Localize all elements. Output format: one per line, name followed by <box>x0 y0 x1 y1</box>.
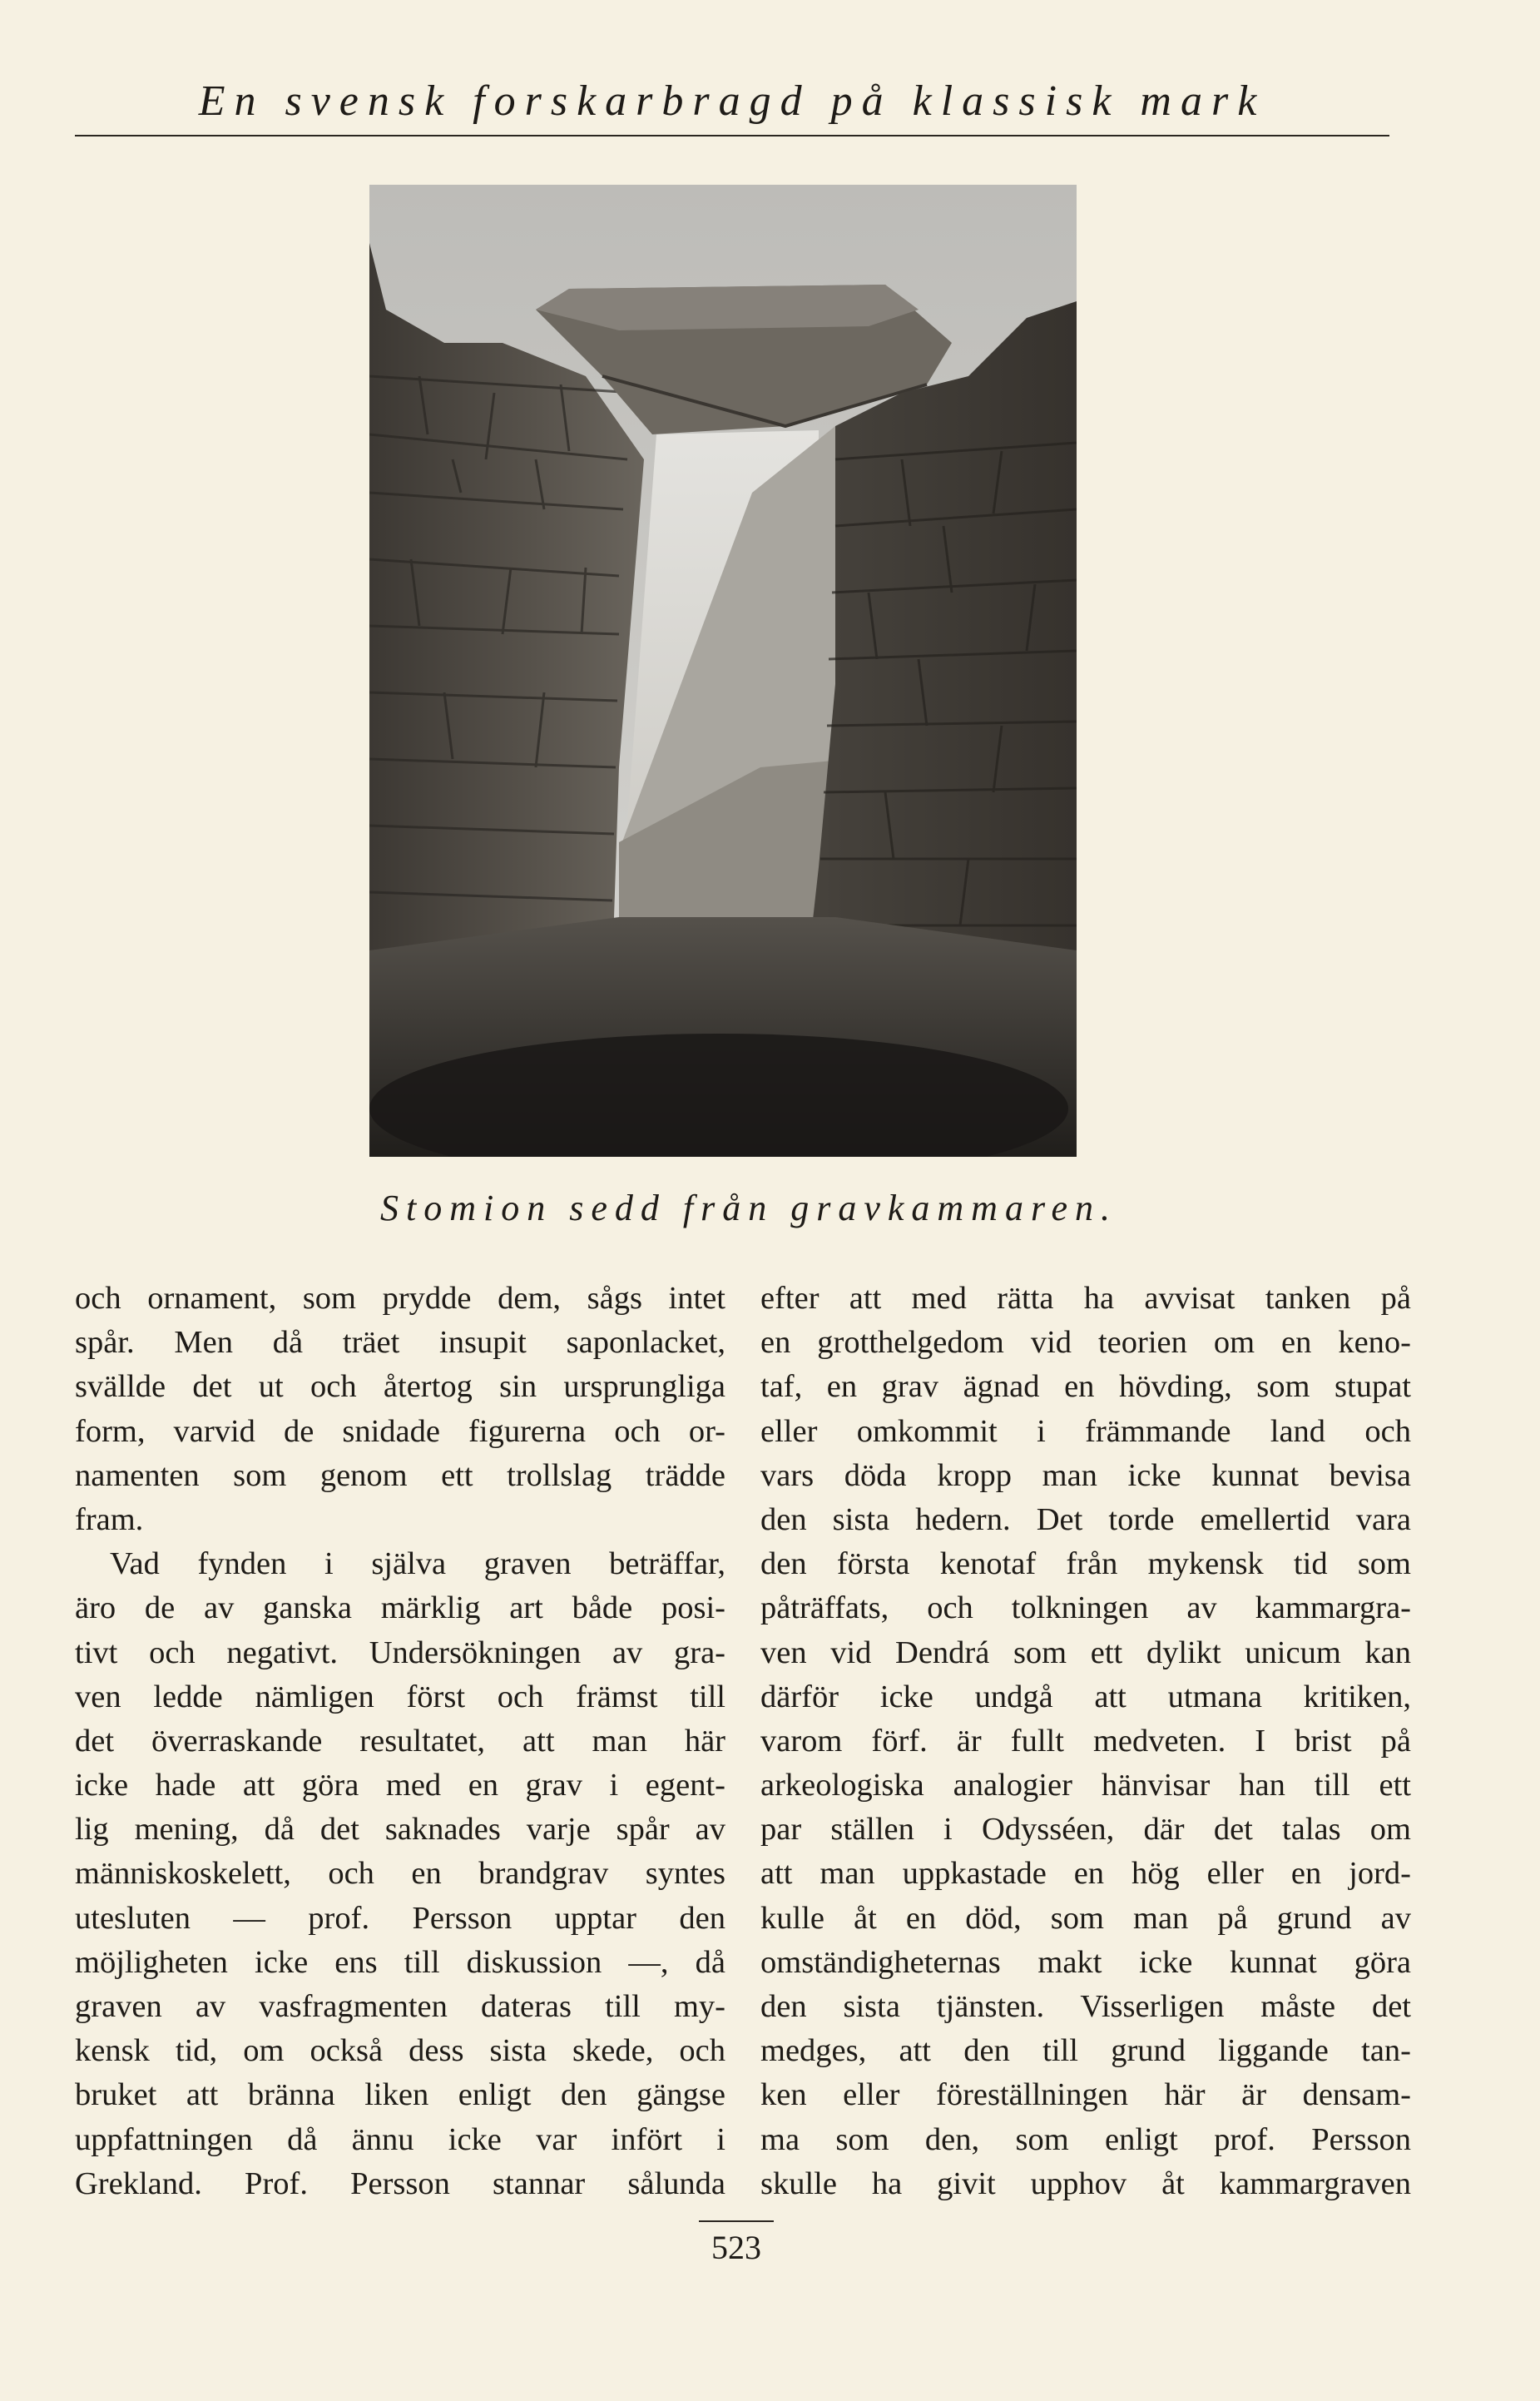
lintel-top <box>536 285 919 330</box>
text-line: icke hade att göra med en grav i egent- <box>75 1768 725 1803</box>
text-line: det överraskande resultatet, att man här <box>75 1723 725 1759</box>
text-line: lig mening, då det saknades varje spår av <box>75 1812 725 1848</box>
text-line: efter att med rätta ha avvisat tanken på <box>760 1281 1411 1316</box>
stone-doorway-photo <box>369 185 1077 1157</box>
text-line: att man uppkastade en hög eller en jord- <box>760 1856 1411 1892</box>
page-number-rule <box>699 2220 774 2222</box>
text-line: därför icke undgå att utmana kritiken, <box>760 1679 1411 1714</box>
text-line: möjligheten icke ens till diskussion —, då <box>75 1944 725 1980</box>
text-line: Grekland. Prof. Persson stannar sålunda <box>75 2165 725 2201</box>
text-line: och ornament, som prydde dem, sågs intet <box>75 1281 725 1316</box>
text-line: äro de av ganska märklig art både posi- <box>75 1590 725 1626</box>
text-line: tivt och negativt. Undersökningen av gra- <box>75 1635 725 1670</box>
text-line: medges, att den till grund liggande tan- <box>760 2033 1411 2069</box>
text-line: den sista tjänsten. Visserligen måste det <box>760 1989 1411 2024</box>
header-rule <box>75 135 1389 136</box>
text-line: bruket att bränna liken enligt den gängse <box>75 2077 725 2113</box>
text-line: kulle åt en död, som man på grund av <box>760 1900 1411 1936</box>
text-line: form, varvid de snidade figurerna och or- <box>75 1413 725 1449</box>
text-line: fram. <box>75 1501 144 1537</box>
running-title: En svensk forskarbragd på klassisk mark <box>198 77 1266 125</box>
figure-caption: Stomion sedd från gravkammaren. <box>380 1188 1117 1228</box>
text-line: varom förf. är fullt medveten. I brist på <box>760 1723 1411 1759</box>
text-line: en grotthelgedom vid teorien om en keno- <box>760 1325 1411 1361</box>
text-column-left <box>75 1277 725 2206</box>
text-line: uppfattningen då ännu icke var infört i <box>75 2121 725 2157</box>
text-line: omständigheternas makt icke kunnat göra <box>760 1944 1411 1980</box>
text-line: den sista hedern. Det torde emellertid vara <box>760 1501 1411 1537</box>
text-line: namenten som genom ett trollslag trädde <box>75 1457 725 1493</box>
page-number: 523 <box>711 2229 761 2266</box>
text-line: människoskelett, och en brandgrav syntes <box>75 1856 725 1892</box>
text-line: eller omkommit i främmande land och <box>760 1413 1411 1449</box>
text-line: graven av vasfragmenten dateras till my- <box>75 1989 725 2024</box>
text-line: Vad fynden i själva graven beträffar, <box>110 1546 725 1582</box>
text-line: vars döda kropp man icke kunnat bevisa <box>760 1457 1411 1493</box>
text-line: den första kenotaf från mykensk tid som <box>760 1546 1411 1582</box>
text-line: ken eller föreställningen här är densam- <box>760 2077 1411 2113</box>
text-line: svällde det ut och återtog sin ursprungliga <box>75 1369 725 1405</box>
text-line: kensk tid, om också dess sista skede, och <box>75 2033 725 2069</box>
text-line: spår. Men då träet insupit saponlacket, <box>75 1325 725 1361</box>
text-line: ven vid Dendrá som ett dylikt unicum kan <box>760 1635 1411 1670</box>
text-line: utesluten — prof. Persson upptar den <box>75 1900 725 1936</box>
text-line: par ställen i Odysséen, där det talas om <box>760 1812 1411 1848</box>
text-line: påträffats, och tolkningen av kammargra- <box>760 1590 1411 1626</box>
text-line: ven ledde nämligen först och främst till <box>75 1679 725 1714</box>
text-line: ma som den, som enligt prof. Persson <box>760 2121 1411 2157</box>
text-line: arkeologiska analogier hänvisar han till ett <box>760 1768 1411 1803</box>
text-line: skulle ha givit upphov åt kammargraven <box>760 2165 1411 2201</box>
text-column-right <box>760 1277 1411 2206</box>
doorway-photograph <box>369 185 1077 1157</box>
text-line: taf, en grav ägnad en hövding, som stupat <box>760 1369 1411 1405</box>
